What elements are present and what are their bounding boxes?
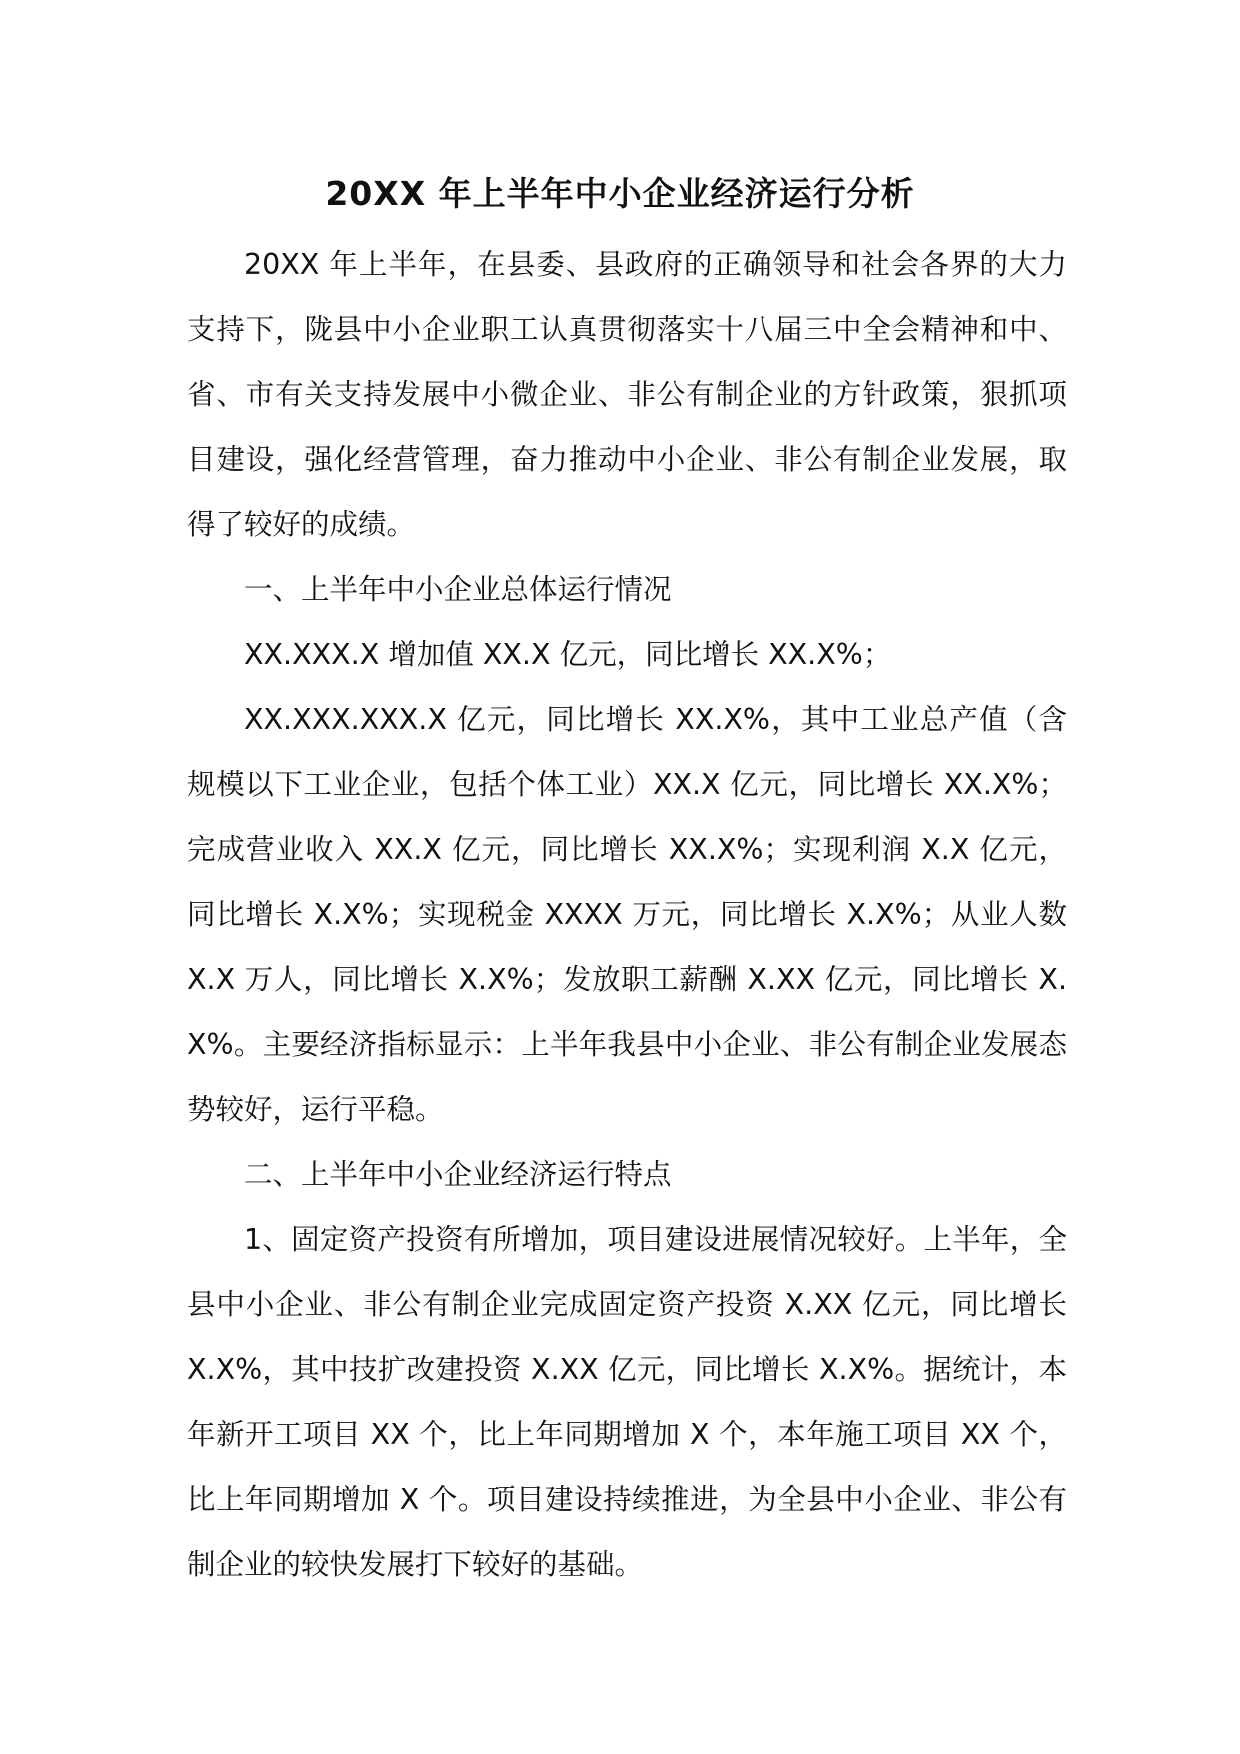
paragraph-intro: 20XX 年上半年，在县委、县政府的正确领导和社会各界的大力支持下，陇县中小企业职工认真贯彻落实十八届三中全会精神和中、省、市有关支持发展中小微企业、非公有制企业的方针政策，狠抓项目建设，强化经营管理，奋力推动中小企业、非公有制企业发展，取得了较好的成绩。 — [187, 248, 1067, 541]
section-heading-features: 二、上半年中小企业经济运行特点 — [244, 1158, 672, 1191]
paragraph-indicators: XX.XXX.XXX.X 亿元，同比增长 XX.X%，其中工业总产值（含规模以下工业企业，包括个体工业）XX.X 亿元，同比增长 XX.X%；完成营业收入 XX.X 亿元，同比增长 XX.X%；实现利润 X.X 亿元，同比增长 X.X%；实现税金 XXXX 万元，同比增长 X.X%；从业人数 X.X 万人，同比增长 X.X%；发放职工薪酬 X.XX 亿元，同比增长 X.X%。主要经济指标显示：上半年我县中小企业、非公有制企业发展态势较好，运行平稳。 — [187, 703, 1067, 1126]
paragraph-value-added: XX.XXX.X 增加值 XX.X 亿元，同比增长 XX.X%； — [244, 638, 892, 671]
document-body — [187, 232, 1067, 1597]
section-heading-overall: 一、上半年中小企业总体运行情况 — [244, 573, 672, 606]
paragraph-investment: 1、固定资产投资有所增加，项目建设进展情况较好。上半年，全县中小企业、非公有制企业完成固定资产投资 X.XX 亿元，同比增长 X.X%，其中技扩改建投资 X.XX 亿元，同比增长 X.X%。据统计，本年新开工项目 XX 个，比上年同期增加 X 个，本年施工项目 XX 个，比上年同期增加 X 个。项目建设持续推进，为全县中小企业、非公有制企业的较快发展打下较好的基础。 — [187, 1223, 1067, 1581]
document-title: 20XX 年上半年中小企业经济运行分析 — [325, 174, 915, 213]
